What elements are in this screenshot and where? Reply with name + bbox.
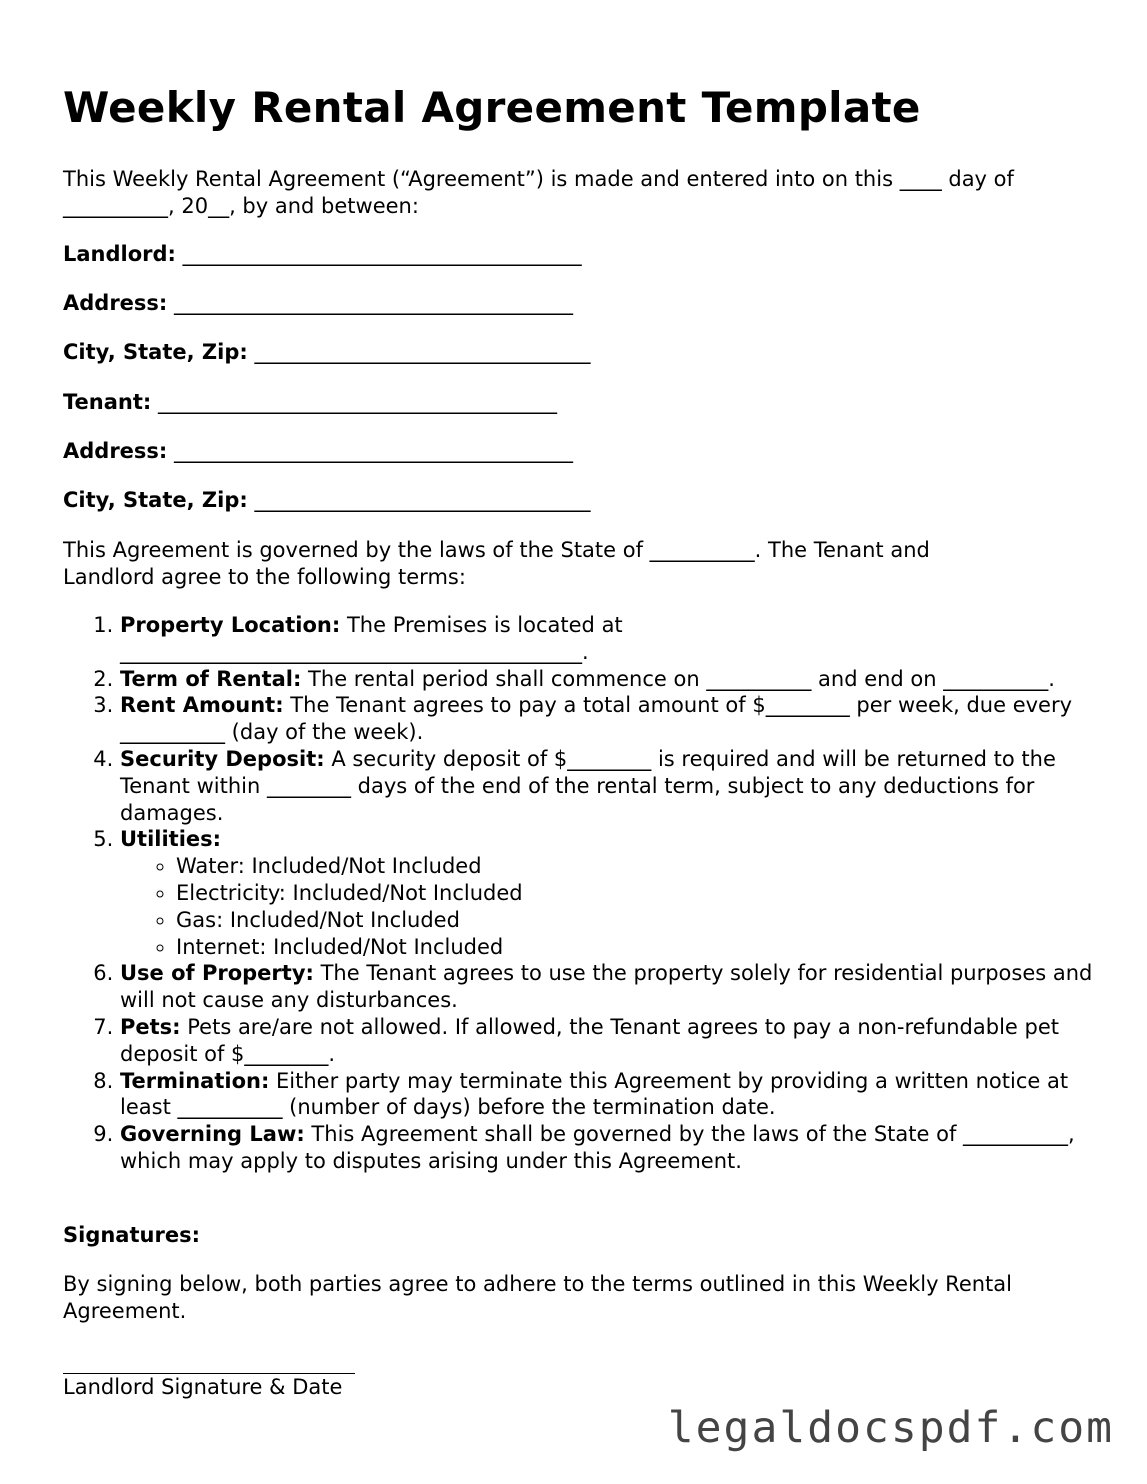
intro-paragraph: This Weekly Rental Agreement (“Agreement”) is made and entered into on this ____ day of __________, 20__, by and between: [63,167,1014,218]
term-item [120,960,1093,1014]
signatures-text: By signing below, both parties agree to adhere to the terms outlined in this Weekly Rental Agreement. [63,1272,1012,1323]
field-label: Address: [63,291,168,315]
term-item [120,826,1093,960]
term-text: The rental period shall commence on __________ and end on __________. [301,666,1055,691]
landlord-city-field [63,339,590,366]
term-item [120,746,1093,826]
term-item [120,612,1093,666]
utility-item: ◦ Gas: Included/Not Included [176,907,1093,934]
signatures-heading: Signatures: [63,1223,200,1247]
term-heading: Security Deposit: [120,746,325,771]
term-text: The Tenant agrees to use the property solely for residential purposes and will not cause any disturbances. [120,961,1093,1013]
term-item [120,1068,1093,1122]
field-label: Address: [63,439,168,463]
utility-item: ◦ Internet: Included/Not Included [176,934,1093,961]
term-text: The Premises is located at ____________________________________________. [120,613,623,664]
watermark: legaldocspdf.com [667,1403,1114,1453]
utilities-list [120,853,1093,960]
term-item [120,1121,1093,1175]
field-label: Landlord: [63,242,176,266]
field-blank: ______________________________________ [157,390,557,414]
terms-list [63,612,1093,1175]
term-item [120,666,1093,693]
landlord-field [63,241,582,268]
document-title: Weekly Rental Agreement Template [63,83,921,132]
field-label: City, State, Zip: [63,340,248,364]
term-text: This Agreement shall be governed by the laws of the State of __________, which may apply to disputes arising under this Agreement. [120,1122,1075,1173]
term-text: Either party may terminate this Agreement by providing a written notice at least __________ (number of days) before the termination date. [120,1068,1069,1120]
term-heading: Term of Rental: [120,666,302,691]
term-heading: Use of Property: [120,961,314,986]
term-text: A security deposit of $________ is required and will be returned to the Tenant within ________ days of the end of the rental term, subject to any deductions for damages. [120,746,1056,825]
term-text: The Tenant agrees to pay a total amount of $________ per week, due every __________ (day of the week). [120,693,1073,745]
term-heading: Pets: [120,1014,181,1039]
term-item [120,692,1093,746]
term-text: Pets are/are not allowed. If allowed, the Tenant agrees to pay a non-refundable pet deposit of $________. [120,1014,1059,1066]
field-blank: ________________________________ [254,340,591,364]
utility-item: ◦ Water: Included/Not Included [176,853,1093,880]
field-label: City, State, Zip: [63,488,248,512]
term-heading: Governing Law: [120,1122,305,1147]
tenant-field [63,389,557,416]
term-heading: Termination: [120,1068,270,1093]
field-blank: ________________________________ [254,488,591,512]
field-blank: ______________________________________ [182,242,582,266]
field-blank: ______________________________________ [174,439,574,463]
term-heading: Utilities: [120,827,222,852]
term-item [120,1014,1093,1068]
field-label: Tenant: [63,390,152,414]
term-heading: Property Location: [120,613,341,637]
tenant-address-field [63,438,573,465]
field-blank: ______________________________________ [174,291,574,315]
landlord-address-field [63,290,573,317]
landlord-signature-label: Landlord Signature & Date [63,1375,343,1399]
governing-intro: This Agreement is governed by the laws of the State of __________. The Tenant and Landlord agree to the following terms: [63,538,930,589]
utility-item: ◦ Electricity: Included/Not Included [176,880,1093,907]
tenant-city-field [63,487,590,514]
term-heading: Rent Amount: [120,693,284,718]
